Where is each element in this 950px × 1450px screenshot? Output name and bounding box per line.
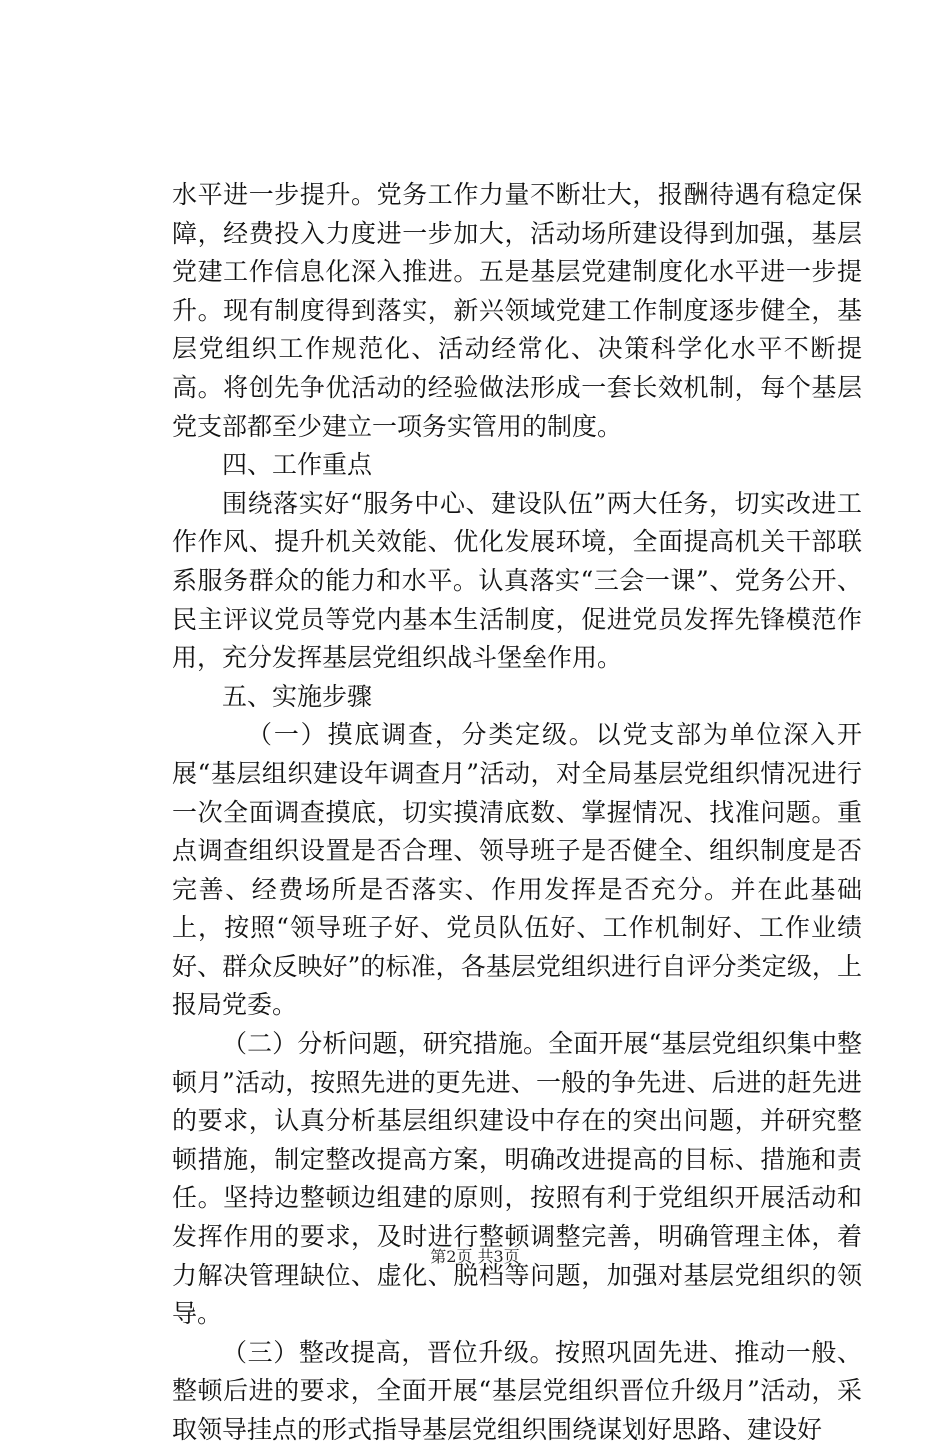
section-heading-4: 四、工作重点	[222, 450, 373, 480]
paragraph-4: （二）分析问题，研究措施。全面开展“基层党组织集中整顿月”活动，按照先进的更先进、一般的争先进、后进的赶先进的要求，认真分析基层组织建设中存在的突出问题，并研究整顿措施，制定整改提高方案，明确改进提高的目标、措施和责任。坚持边整顿边组建的原则，按照有利于党组织开展活动和发挥作用的要求，及时进行整顿调整完善，明确管理主体，着力解决管理缺位、虚化、脱档等问题，加强对基层党组织的领导。	[172, 1029, 862, 1329]
paragraph-1: 水平进一步提升。党务工作力量不断壮大，报酬待遇有稳定保障，经费投入力度进一步加大，活动场所建设得到加强，基层党建工作信息化深入推进。五是基层党建制度化水平进一步提升。现有制度得到落实，新兴领域党建工作制度逐步健全，基层党组织工作规范化、活动经常化、决策科学化水平不断提高。将创先争优活动的经验做法形成一套长效机制，每个基层党支部都至少建立一项务实管用的制度。	[172, 180, 862, 441]
page-footer	[0, 1244, 950, 1267]
paragraph-3: （一）摸底调查，分类定级。以党支部为单位深入开展“基层组织建设年调查月”活动，对全局基层党组织情况进行一次全面调查摸底，切实摸清底数、掌握情况、找准问题。重点调查组织设置是否合理、领导班子是否健全、组织制度是否完善、经费场所是否落实、作用发挥是否充分。并在此基础上，按照“领导班子好、党员队伍好、工作机制好、工作业绩好、群众反映好”的标准，各基层党组织进行自评分类定级，上报局党委。	[172, 720, 862, 1020]
page-number-label: 第2页 共3页	[430, 1247, 520, 1266]
paragraph-5: （三）整改提高，晋位升级。按照巩固先进、推动一般、整顿后进的要求，全面开展“基层党组织晋位升级月”活动，采取领导挂点的形式指导基层党组织围绕谋划好思路、建设好	[172, 1337, 862, 1444]
section-heading-5: 五、实施步骤	[222, 681, 373, 711]
paragraph-2: 围绕落实好“服务中心、建设队伍”两大任务，切实改进工作作风、提升机关效能、优化发展环境，全面提高机关干部联系服务群众的能力和水平。认真落实“三会一课”、党务公开、民主评议党员等党内基本生活制度，促进党员发挥先锋模范作用，充分发挥基层党组织战斗堡垒作用。	[172, 488, 862, 673]
